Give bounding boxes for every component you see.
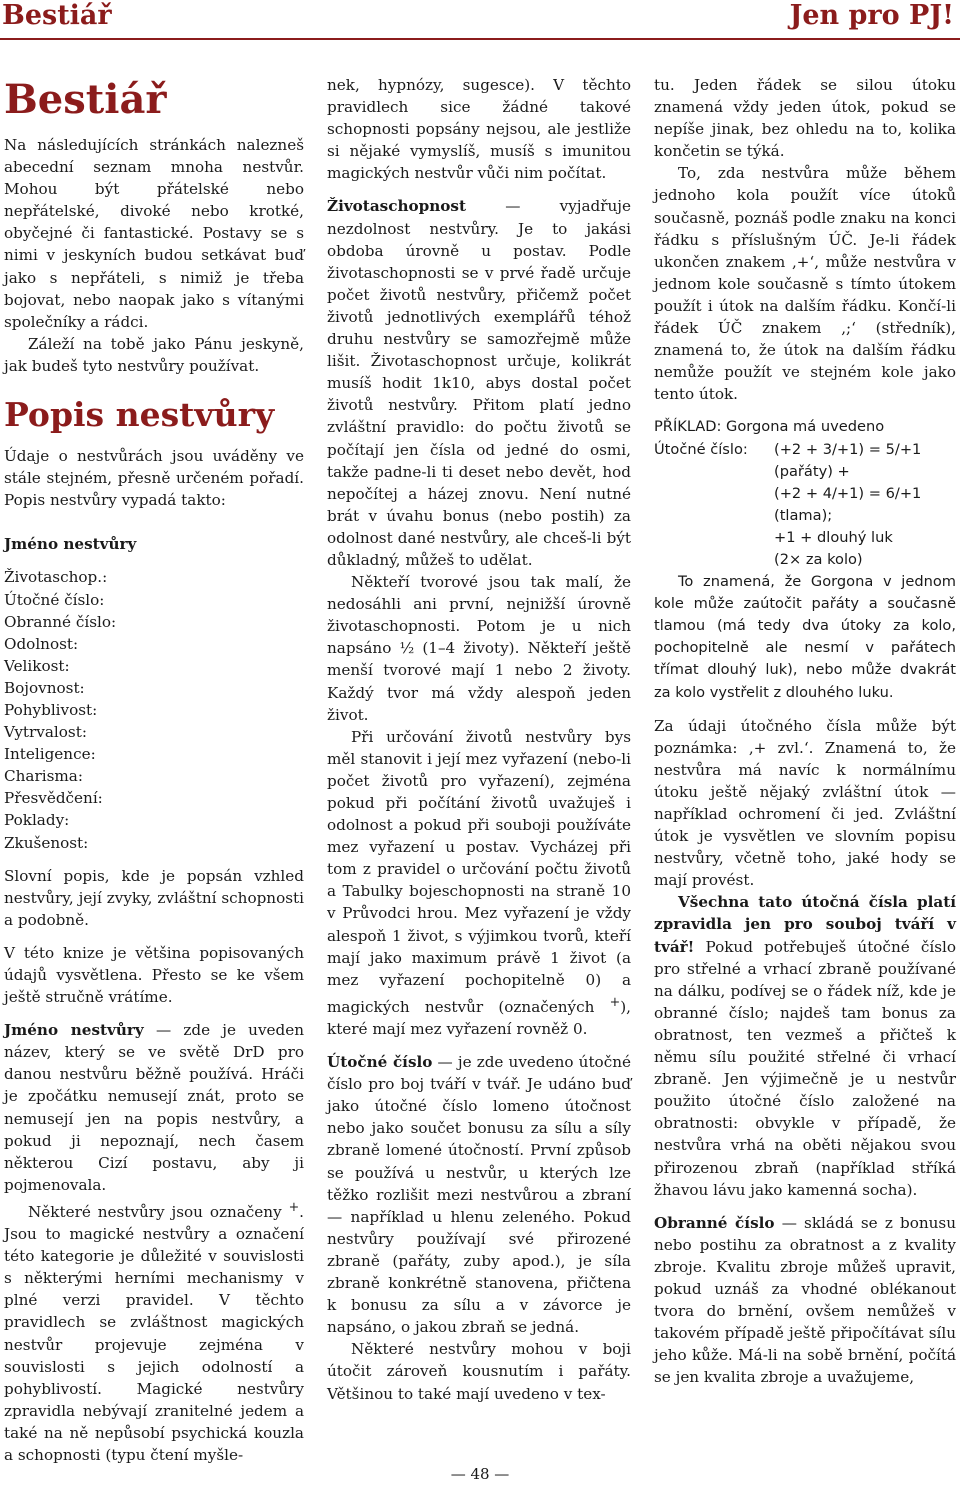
defense-description: — skládá se z bonusu nebo postihu za obratnost a z kvality zbroje. Kvalitu zbroje můžeš upravit, pokud uznáš za vhodné oblékanout tvora do brnění, ovšem nemůžeš v takovém případě ještě připočítávat sílu jeho kůže. Má-li na sobě brnění, počítá se jen kvalita zbroje a uvažujeme, <box>654 1213 956 1387</box>
life-term: Životaschopnost <box>327 197 466 216</box>
page-header <box>0 0 960 40</box>
explained-paragraph: V této knize je většina popisovaných údajů vysvětlena. Přesto se ke všem ještě stručně vrátíme. <box>4 943 304 1007</box>
example-row <box>654 439 956 461</box>
stat-line: Vytrvalost: <box>4 723 87 742</box>
knockout-text-b: ), které mají mez vyřazení rovněž 0. <box>327 997 631 1038</box>
name-term: Jméno nestvůry <box>4 1021 144 1040</box>
small-creatures-paragraph: Někteří tvorové jsou tak malí, že nedosáhli ani první, nejnižší úrovně životaschopnosti. Potom je u nich napsáno ½ (1–4 životy). Někteří ještě menší tvorové mají 1 nebo 2 životy. Každý tvor má vždy alespoň jeden život. <box>327 573 631 724</box>
example-line: +1 + dlouhý luk <box>774 528 893 546</box>
example-box <box>654 416 956 703</box>
stat-line: Odolnost: <box>4 634 79 653</box>
stat-line: Bojovnost: <box>4 678 85 697</box>
melee-only-bold: Všechna tato útočná čísla platí zpravidla jen pro souboj tváří v tvář! <box>654 893 956 956</box>
column-2 <box>327 74 631 1405</box>
melee-only-paragraph <box>654 891 956 1200</box>
example-line: (tlama); <box>774 506 833 524</box>
header-rule <box>0 38 960 40</box>
stat-line: Útočné číslo: <box>4 590 105 609</box>
knockout-text-a: Při určování životů nestvůry bys měl stanovit i její mez vyřazení (nebo-li počet životů pro vyřazení), zejména pokud při počítání životů uvažuješ i odolnost a pokud při souboji používáte mez vyřazení u postav. Vycházej při tom z pravidel o určování počtu životů a Tabulky bojeschopnosti na straně 10 v Průvodci hrou. Mez vyřazení je vždy alespoň 1 život, s výjimkou tvorů, kteří mají jako maximum právě 1 život (a mez vyřazení pochopitelně 0) a magických nestvůr (označených <box>327 727 631 1016</box>
continued-paragraph: tu. Jeden řádek se silou útoku znamená vždy jeden útok, pokud se nepíše jinak, bez ohledu na to, kolika končetin se týká. <box>654 76 956 161</box>
column-1 <box>4 74 304 1466</box>
magic-text-a: Některé nestvůry jsou označeny <box>28 1203 289 1221</box>
stat-block-list <box>4 566 304 853</box>
multi-attack-paragraph: Některé nestvůry mohou v boji útočit zároveň kousnutím i pařáty. Většinou to také mají uvedeno v tex- <box>327 1340 631 1403</box>
page-title: Bestiář <box>4 76 167 123</box>
example-heading: PŘÍKLAD: Gorgona má uvedeno <box>654 418 885 436</box>
header-title: Bestiář <box>2 0 112 31</box>
column-3 <box>654 74 956 1388</box>
stat-line: Poklady: <box>4 811 70 830</box>
life-description: — vyjadřuje nezdolnost nestvůry. Je to jakási obdoba úrovně u postav. Podle životaschopnosti se v prvé řadě určuje počet životů nestvůry, přičemž počet životů jednotlivých exemplářů téhož druhu nestvůry se samozřejmě může lišit. Životaschopnost určuje, kolikrát musíš hodit 1k10, abys dostal počet životů nestvůry. Přitom platí jedno zvláštní pravidlo: do počtu životů se počítají jen čísla od jedné do osmi, takže padne-li ti deset nebo devět, hod nepočítej a házej znovu. Není nutné brát v úvahu bonus (nebo postih) za odolnost dané nestvůry, ale chceš-li být důkladný, můžeš to udělat. <box>327 197 631 569</box>
example-line: (2× za kolo) <box>774 550 863 568</box>
continued-paragraph: nek, hypnózy, sugesce). V těchto pravidlech sice žádné takové schopnosti popsány nejsou, ale jestliže si nějaké vymyslíš, musíš s imunitou magických nestvůr vůči nim počítat. <box>327 76 631 183</box>
example-line: (pařáty) + <box>774 462 850 480</box>
stat-line: Obranné číslo: <box>4 612 117 631</box>
intro-paragraph-2: Záleží na tobě jako Pánu jeskyně, jak budeš tyto nestvůry používat. <box>4 334 304 375</box>
attack-description: — je zde uvedeno útočné číslo pro boj tváří v tvář. Je udáno buď jako útočné číslo lomeno útočnost nebo jako součet bonusu za sílu a síly zbraně lomené útočností. První způsob se používá u nestvůr, u kterých lze těžko rozlišit mezi nestvůrou a zbraní — například u hlenu zeleného. Pokud nestvůry používají své přirozené zbraně (pařáty, zuby apod.), je síla zbraně konkrétně stanovena, přičtena k bonusu za sílu a v závorce je napsáno, o jakou zbraň se jedná. <box>327 1053 631 1337</box>
example-line: (+2 + 4/+1) = 6/+1 <box>774 484 922 502</box>
stat-block-name: Jméno nestvůry <box>4 535 137 554</box>
verbal-description: Slovní popis, kde je popsán vzhled nestvůry, její zvyky, zvláštní schopnosti a podobně. <box>4 866 304 929</box>
section-intro: Údaje o nestvůrách jsou uváděny ve stále stejném, přesně určeném pořadí. Popis nestvůry vypadá takto: <box>4 447 304 510</box>
life-paragraph <box>327 195 631 571</box>
defense-paragraph <box>654 1212 956 1389</box>
stat-line: Pohyblivost: <box>4 700 98 719</box>
stat-line: Zkušenost: <box>4 833 89 852</box>
example-label: Útočné číslo: <box>654 440 748 458</box>
magic-text-b: . Jsou to magické nestvůry a označení této kategorie je důležité v souvislosti s některými herními mechanismy v plné verzi pravidel. V těchto pravidlech se zvláštnost magických nestvůr projevuje zejména v souvislosti s jejich odolností a pohyblivostí. Magické nestvůry zpravidla nebývají zranitelné jedem a také na ně nepůsobí psychická kouzla a schopnosti (typu čtení myšle- <box>4 1203 304 1465</box>
simultaneous-attacks-paragraph: To, zda nestvůra může během jednoho kola použít více útoků současně, poznáš podle znaku na konci řádku s příslušným ÚČ. Je-li řádek ukončen znakem ‚+‘, může nestvůra v jednom kole současně s tímto útokem použít i útok na dalším řádku. Končí-li řádek ÚČ znakem ‚;‘ (středník), znamená to, že útok na dalším řádku nemůže použít ve stejném kole jako tento útok. <box>654 164 956 404</box>
name-paragraph <box>4 1019 304 1196</box>
section-title: Popis nestvůry <box>4 395 275 435</box>
name-description: — zde je uveden název, který se ve světě DrD pro danou nestvůru běžně používá. Hráči je zpočátku nemusejí znát, proto se nemusejí jen na popis nestvůry, a pokud ji nepoznají, nech časem některou Cizí postavu, aby ji pojmenovala. <box>4 1021 305 1194</box>
knockout-paragraph <box>327 726 631 1040</box>
magic-paragraph <box>4 1196 304 1466</box>
stat-line: Charisma: <box>4 767 83 786</box>
header-notice: Jen pro PJ! <box>789 0 954 31</box>
stat-line: Inteligence: <box>4 745 96 764</box>
example-line: (+2 + 3/+1) = 5/+1 <box>774 440 922 458</box>
stat-line: Přesvědčení: <box>4 789 103 808</box>
attack-paragraph <box>327 1051 631 1338</box>
attack-term: Útočné číslo <box>327 1053 433 1072</box>
stat-line: Velikost: <box>4 656 70 675</box>
magic-marker: + <box>288 1198 300 1214</box>
stat-line: Životaschop.: <box>4 568 108 587</box>
page-number: — 48 — <box>450 1465 510 1483</box>
intro-paragraph: Na následujících stránkách nalezneš abecední seznam mnoha nestvůr. Mohou být přátelské nebo nepřátelské, divoké nebo krotké, obyčejné či fantastické. Postavy se s nimi v jeskyních budou setkávat buď jako s nepřáteli, s nimiž je třeba bojovat, nebo naopak jako s vítanými společníky a rádci. <box>4 136 304 331</box>
melee-only-text: Pokud potřebuješ útočné číslo pro střelné a vrhací zbraně používané na dálku, podívej se o řádek níž, kde je obranné číslo; najdeš tam bonus za obratnost, ten vezmeš a přičteš k němu sílu použité střelné či vrhací zbraně. Jen výjimečně je u nestvůr použito útočné číslo založené na obratnosti: obvykle v případě, že nestvůra vrhá na oběti nějakou svou přirozenou zbraň (například stříká žhavou lávu jako kamenná socha). <box>654 937 956 1199</box>
example-explanation: To znamená, že Gorgona v jednom kole může zaútočit pařáty a současně tlamou (má tedy dva útoky za kolo, pochopitelně ale nesmí v pařátech třímat dlouhý luk), nebo může dvakrát za kolo vystřelit z dlouhého luku. <box>654 573 956 701</box>
special-attack-paragraph: Za údaji útočného čísla může být poznámka: ‚+ zvl.‘. Znamená to, že nestvůra má navíc k normálnímu útoku ještě nějaký zvláštní útok — například ochromení či jed. Zvláštní útok je vysvětlen ve slovním popisu nestvůry, včetně toho, jaké hody se mají provést. <box>654 716 956 890</box>
defense-term: Obranné číslo <box>654 1213 775 1232</box>
magic-marker: + <box>609 993 621 1009</box>
